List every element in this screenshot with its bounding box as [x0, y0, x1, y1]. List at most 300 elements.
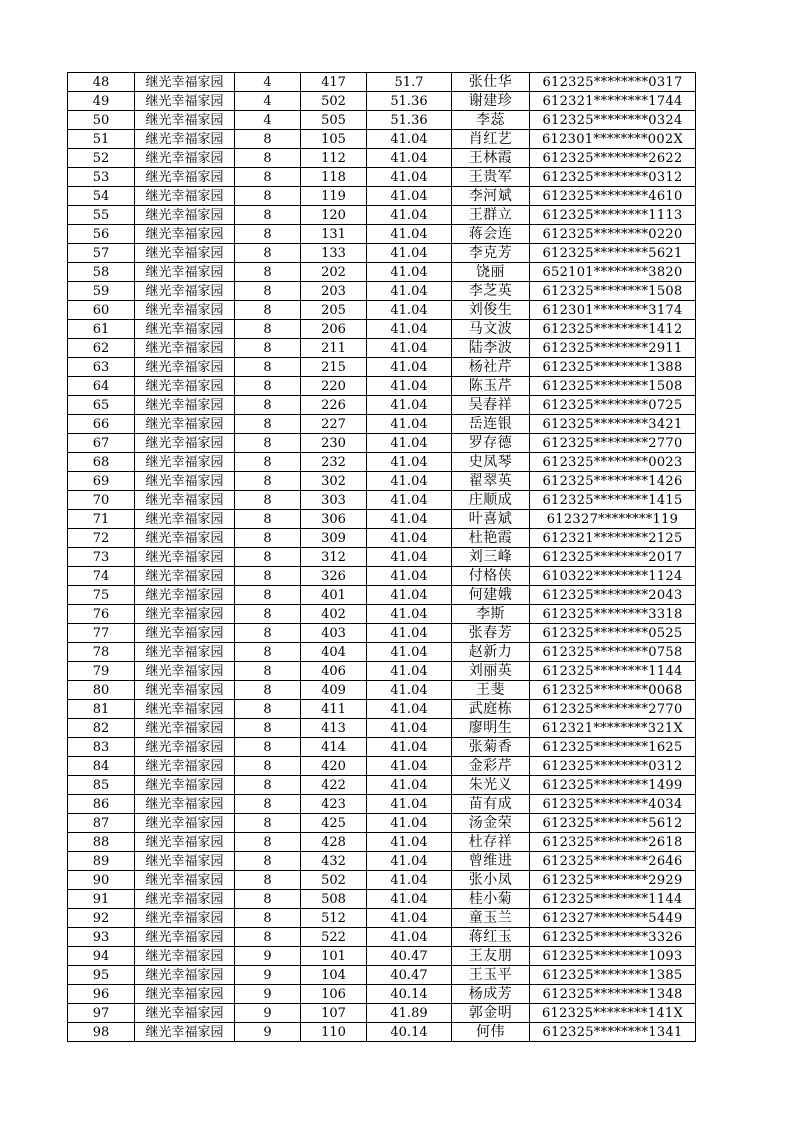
row-number-cell: 95 [68, 966, 135, 985]
area-cell: 41.04 [367, 453, 452, 472]
id-number-cell: 612325********0758 [530, 643, 696, 662]
room-cell: 413 [301, 719, 367, 738]
resident-name-cell: 史凤琴 [452, 453, 530, 472]
room-cell: 522 [301, 928, 367, 947]
community-cell: 继光幸福家园 [135, 605, 235, 624]
area-cell: 41.04 [367, 814, 452, 833]
table-row [68, 605, 696, 624]
resident-name-cell: 金彩芹 [452, 757, 530, 776]
community-cell: 继光幸福家园 [135, 263, 235, 282]
id-number-cell: 652101********3820 [530, 263, 696, 282]
community-cell: 继光幸福家园 [135, 415, 235, 434]
area-cell: 41.04 [367, 206, 452, 225]
id-number-cell: 612325********2043 [530, 586, 696, 605]
row-number-cell: 84 [68, 757, 135, 776]
room-cell: 502 [301, 871, 367, 890]
community-cell: 继光幸福家园 [135, 396, 235, 415]
building-cell: 8 [235, 282, 301, 301]
building-cell: 9 [235, 1023, 301, 1042]
id-number-cell: 612325********2911 [530, 339, 696, 358]
resident-name-cell: 王林霞 [452, 149, 530, 168]
area-cell: 41.04 [367, 928, 452, 947]
resident-name-cell: 岳连银 [452, 415, 530, 434]
id-number-cell: 612325********4034 [530, 795, 696, 814]
area-cell: 41.04 [367, 833, 452, 852]
id-number-cell: 612325********2770 [530, 434, 696, 453]
building-cell: 8 [235, 871, 301, 890]
room-cell: 106 [301, 985, 367, 1004]
row-number-cell: 81 [68, 700, 135, 719]
community-cell: 继光幸福家园 [135, 1004, 235, 1023]
row-number-cell: 92 [68, 909, 135, 928]
area-cell: 41.04 [367, 168, 452, 187]
table-row [68, 738, 696, 757]
row-number-cell: 57 [68, 244, 135, 263]
community-cell: 继光幸福家园 [135, 168, 235, 187]
room-cell: 508 [301, 890, 367, 909]
area-cell: 41.04 [367, 719, 452, 738]
row-number-cell: 85 [68, 776, 135, 795]
resident-name-cell: 张仕华 [452, 73, 530, 92]
row-number-cell: 70 [68, 491, 135, 510]
room-cell: 203 [301, 282, 367, 301]
community-cell: 继光幸福家园 [135, 320, 235, 339]
community-cell: 继光幸福家园 [135, 225, 235, 244]
table-row [68, 130, 696, 149]
table-row [68, 871, 696, 890]
room-cell: 205 [301, 301, 367, 320]
housing-allocation-table [67, 72, 696, 1042]
community-cell: 继光幸福家园 [135, 377, 235, 396]
resident-name-cell: 汤金荣 [452, 814, 530, 833]
building-cell: 4 [235, 111, 301, 130]
resident-name-cell: 李克芳 [452, 244, 530, 263]
community-cell: 继光幸福家园 [135, 757, 235, 776]
community-cell: 继光幸福家园 [135, 358, 235, 377]
community-cell: 继光幸福家园 [135, 985, 235, 1004]
area-cell: 51.7 [367, 73, 452, 92]
id-number-cell: 612325********2646 [530, 852, 696, 871]
id-number-cell: 612325********0023 [530, 453, 696, 472]
community-cell: 继光幸福家园 [135, 491, 235, 510]
table-row [68, 833, 696, 852]
community-cell: 继光幸福家园 [135, 890, 235, 909]
room-cell: 133 [301, 244, 367, 263]
id-number-cell: 612325********4610 [530, 187, 696, 206]
row-number-cell: 65 [68, 396, 135, 415]
id-number-cell: 612325********1426 [530, 472, 696, 491]
community-cell: 继光幸福家园 [135, 966, 235, 985]
building-cell: 8 [235, 548, 301, 567]
building-cell: 8 [235, 681, 301, 700]
building-cell: 9 [235, 947, 301, 966]
table-row [68, 795, 696, 814]
area-cell: 41.04 [367, 130, 452, 149]
community-cell: 继光幸福家园 [135, 662, 235, 681]
community-cell: 继光幸福家园 [135, 339, 235, 358]
row-number-cell: 50 [68, 111, 135, 130]
building-cell: 8 [235, 909, 301, 928]
resident-name-cell: 张春芳 [452, 624, 530, 643]
community-cell: 继光幸福家园 [135, 130, 235, 149]
resident-name-cell: 陆李波 [452, 339, 530, 358]
table-row [68, 225, 696, 244]
id-number-cell: 612321********1744 [530, 92, 696, 111]
building-cell: 8 [235, 890, 301, 909]
room-cell: 120 [301, 206, 367, 225]
community-cell: 继光幸福家园 [135, 871, 235, 890]
room-cell: 411 [301, 700, 367, 719]
building-cell: 8 [235, 130, 301, 149]
room-cell: 107 [301, 1004, 367, 1023]
community-cell: 继光幸福家园 [135, 282, 235, 301]
area-cell: 41.04 [367, 396, 452, 415]
building-cell: 8 [235, 472, 301, 491]
community-cell: 继光幸福家园 [135, 149, 235, 168]
area-cell: 41.04 [367, 624, 452, 643]
row-number-cell: 82 [68, 719, 135, 738]
building-cell: 8 [235, 605, 301, 624]
id-number-cell: 612325********1113 [530, 206, 696, 225]
room-cell: 202 [301, 263, 367, 282]
room-cell: 211 [301, 339, 367, 358]
id-number-cell: 612325********1415 [530, 491, 696, 510]
id-number-cell: 612325********141X [530, 1004, 696, 1023]
resident-name-cell: 苗有成 [452, 795, 530, 814]
table-row [68, 890, 696, 909]
area-cell: 41.04 [367, 244, 452, 263]
resident-name-cell: 庄顺成 [452, 491, 530, 510]
resident-name-cell: 王群立 [452, 206, 530, 225]
resident-name-cell: 李河斌 [452, 187, 530, 206]
area-cell: 41.04 [367, 225, 452, 244]
resident-name-cell: 肖红艺 [452, 130, 530, 149]
row-number-cell: 69 [68, 472, 135, 491]
building-cell: 8 [235, 320, 301, 339]
row-number-cell: 59 [68, 282, 135, 301]
table-row [68, 529, 696, 548]
id-number-cell: 612325********3421 [530, 415, 696, 434]
table-row [68, 168, 696, 187]
resident-name-cell: 刘三峰 [452, 548, 530, 567]
building-cell: 8 [235, 187, 301, 206]
resident-name-cell: 张菊香 [452, 738, 530, 757]
room-cell: 230 [301, 434, 367, 453]
row-number-cell: 55 [68, 206, 135, 225]
building-cell: 8 [235, 529, 301, 548]
resident-name-cell: 谢建珍 [452, 92, 530, 111]
row-number-cell: 90 [68, 871, 135, 890]
community-cell: 继光幸福家园 [135, 434, 235, 453]
area-cell: 41.04 [367, 339, 452, 358]
room-cell: 112 [301, 149, 367, 168]
building-cell: 8 [235, 852, 301, 871]
row-number-cell: 74 [68, 567, 135, 586]
table-row [68, 453, 696, 472]
resident-name-cell: 王玉平 [452, 966, 530, 985]
id-number-cell: 612325********2622 [530, 149, 696, 168]
building-cell: 8 [235, 377, 301, 396]
room-cell: 220 [301, 377, 367, 396]
id-number-cell: 612325********1144 [530, 662, 696, 681]
resident-name-cell: 桂小菊 [452, 890, 530, 909]
table-row [68, 358, 696, 377]
community-cell: 继光幸福家园 [135, 852, 235, 871]
room-cell: 215 [301, 358, 367, 377]
area-cell: 41.04 [367, 871, 452, 890]
resident-name-cell: 何建娥 [452, 586, 530, 605]
resident-name-cell: 杜存祥 [452, 833, 530, 852]
room-cell: 420 [301, 757, 367, 776]
id-number-cell: 612325********1625 [530, 738, 696, 757]
community-cell: 继光幸福家园 [135, 73, 235, 92]
room-cell: 302 [301, 472, 367, 491]
row-number-cell: 78 [68, 643, 135, 662]
area-cell: 41.04 [367, 434, 452, 453]
room-cell: 512 [301, 909, 367, 928]
row-number-cell: 49 [68, 92, 135, 111]
id-number-cell: 612325********0317 [530, 73, 696, 92]
room-cell: 104 [301, 966, 367, 985]
community-cell: 继光幸福家园 [135, 624, 235, 643]
row-number-cell: 51 [68, 130, 135, 149]
resident-name-cell: 廖明生 [452, 719, 530, 738]
resident-name-cell: 叶喜斌 [452, 510, 530, 529]
building-cell: 8 [235, 339, 301, 358]
building-cell: 8 [235, 624, 301, 643]
row-number-cell: 83 [68, 738, 135, 757]
table-row [68, 206, 696, 225]
area-cell: 41.04 [367, 548, 452, 567]
id-number-cell: 612325********0725 [530, 396, 696, 415]
row-number-cell: 79 [68, 662, 135, 681]
community-cell: 继光幸福家园 [135, 947, 235, 966]
community-cell: 继光幸福家园 [135, 567, 235, 586]
community-cell: 继光幸福家园 [135, 738, 235, 757]
id-number-cell: 612325********1341 [530, 1023, 696, 1042]
row-number-cell: 52 [68, 149, 135, 168]
resident-name-cell: 张小凤 [452, 871, 530, 890]
community-cell: 继光幸福家园 [135, 586, 235, 605]
community-cell: 继光幸福家园 [135, 529, 235, 548]
area-cell: 40.47 [367, 947, 452, 966]
row-number-cell: 80 [68, 681, 135, 700]
room-cell: 406 [301, 662, 367, 681]
resident-name-cell: 蒋红玉 [452, 928, 530, 947]
building-cell: 8 [235, 757, 301, 776]
table-row [68, 985, 696, 1004]
table-row [68, 586, 696, 605]
area-cell: 41.04 [367, 415, 452, 434]
id-number-cell: 612325********3318 [530, 605, 696, 624]
resident-name-cell: 王贵军 [452, 168, 530, 187]
room-cell: 105 [301, 130, 367, 149]
building-cell: 8 [235, 795, 301, 814]
table-row [68, 947, 696, 966]
building-cell: 8 [235, 928, 301, 947]
building-cell: 9 [235, 966, 301, 985]
resident-name-cell: 王斐 [452, 681, 530, 700]
building-cell: 8 [235, 396, 301, 415]
table-row [68, 396, 696, 415]
table-row [68, 909, 696, 928]
building-cell: 8 [235, 738, 301, 757]
room-cell: 401 [301, 586, 367, 605]
building-cell: 8 [235, 643, 301, 662]
table-row [68, 567, 696, 586]
id-number-cell: 610322********1124 [530, 567, 696, 586]
id-number-cell: 612325********1385 [530, 966, 696, 985]
table-row [68, 415, 696, 434]
building-cell: 8 [235, 491, 301, 510]
id-number-cell: 612325********1388 [530, 358, 696, 377]
building-cell: 8 [235, 510, 301, 529]
area-cell: 41.89 [367, 1004, 452, 1023]
table-row [68, 643, 696, 662]
community-cell: 继光幸福家园 [135, 92, 235, 111]
community-cell: 继光幸福家园 [135, 1023, 235, 1042]
area-cell: 41.04 [367, 358, 452, 377]
resident-name-cell: 朱光义 [452, 776, 530, 795]
row-number-cell: 54 [68, 187, 135, 206]
id-number-cell: 612325********5621 [530, 244, 696, 263]
community-cell: 继光幸福家园 [135, 814, 235, 833]
area-cell: 41.04 [367, 852, 452, 871]
resident-name-cell: 李斯 [452, 605, 530, 624]
resident-name-cell: 童玉兰 [452, 909, 530, 928]
resident-name-cell: 赵新力 [452, 643, 530, 662]
id-number-cell: 612325********1093 [530, 947, 696, 966]
row-number-cell: 66 [68, 415, 135, 434]
table-row [68, 1004, 696, 1023]
row-number-cell: 67 [68, 434, 135, 453]
table-row [68, 852, 696, 871]
room-cell: 326 [301, 567, 367, 586]
id-number-cell: 612325********2929 [530, 871, 696, 890]
resident-name-cell: 何伟 [452, 1023, 530, 1042]
row-number-cell: 93 [68, 928, 135, 947]
row-number-cell: 64 [68, 377, 135, 396]
community-cell: 继光幸福家园 [135, 244, 235, 263]
resident-name-cell: 杨社芹 [452, 358, 530, 377]
resident-name-cell: 曾维进 [452, 852, 530, 871]
area-cell: 41.04 [367, 738, 452, 757]
resident-name-cell: 刘丽英 [452, 662, 530, 681]
row-number-cell: 77 [68, 624, 135, 643]
row-number-cell: 71 [68, 510, 135, 529]
area-cell: 41.04 [367, 472, 452, 491]
room-cell: 409 [301, 681, 367, 700]
area-cell: 40.14 [367, 1023, 452, 1042]
id-number-cell: 612325********0312 [530, 757, 696, 776]
table-row [68, 491, 696, 510]
id-number-cell: 612325********0220 [530, 225, 696, 244]
table-row [68, 681, 696, 700]
community-cell: 继光幸福家园 [135, 795, 235, 814]
community-cell: 继光幸福家园 [135, 510, 235, 529]
room-cell: 306 [301, 510, 367, 529]
table-row [68, 282, 696, 301]
row-number-cell: 98 [68, 1023, 135, 1042]
resident-name-cell: 马文波 [452, 320, 530, 339]
resident-name-cell: 李蕊 [452, 111, 530, 130]
building-cell: 8 [235, 567, 301, 586]
area-cell: 41.04 [367, 301, 452, 320]
id-number-cell: 612325********0312 [530, 168, 696, 187]
community-cell: 继光幸福家园 [135, 681, 235, 700]
community-cell: 继光幸福家园 [135, 643, 235, 662]
area-cell: 41.04 [367, 491, 452, 510]
building-cell: 8 [235, 434, 301, 453]
table-row [68, 472, 696, 491]
resident-name-cell: 刘俊生 [452, 301, 530, 320]
resident-name-cell: 李芝英 [452, 282, 530, 301]
room-cell: 502 [301, 92, 367, 111]
area-cell: 41.04 [367, 776, 452, 795]
table-row [68, 719, 696, 738]
table-row [68, 1023, 696, 1042]
building-cell: 9 [235, 1004, 301, 1023]
row-number-cell: 61 [68, 320, 135, 339]
community-cell: 继光幸福家园 [135, 719, 235, 738]
table-row [68, 757, 696, 776]
building-cell: 8 [235, 586, 301, 605]
table-row [68, 301, 696, 320]
row-number-cell: 75 [68, 586, 135, 605]
room-cell: 505 [301, 111, 367, 130]
id-number-cell: 612321********2125 [530, 529, 696, 548]
area-cell: 40.47 [367, 966, 452, 985]
table-row [68, 510, 696, 529]
row-number-cell: 53 [68, 168, 135, 187]
id-number-cell: 612301********002X [530, 130, 696, 149]
row-number-cell: 87 [68, 814, 135, 833]
table-row [68, 339, 696, 358]
table-row [68, 776, 696, 795]
row-number-cell: 56 [68, 225, 135, 244]
row-number-cell: 62 [68, 339, 135, 358]
resident-name-cell: 付格侠 [452, 567, 530, 586]
community-cell: 继光幸福家园 [135, 301, 235, 320]
building-cell: 8 [235, 700, 301, 719]
area-cell: 41.04 [367, 643, 452, 662]
room-cell: 226 [301, 396, 367, 415]
resident-name-cell: 王友朋 [452, 947, 530, 966]
room-cell: 119 [301, 187, 367, 206]
building-cell: 4 [235, 92, 301, 111]
row-number-cell: 76 [68, 605, 135, 624]
id-number-cell: 612325********0525 [530, 624, 696, 643]
room-cell: 422 [301, 776, 367, 795]
row-number-cell: 97 [68, 1004, 135, 1023]
id-number-cell: 612325********1499 [530, 776, 696, 795]
resident-name-cell: 吴春祥 [452, 396, 530, 415]
table-row [68, 434, 696, 453]
id-number-cell: 612327********119 [530, 510, 696, 529]
area-cell: 41.04 [367, 890, 452, 909]
room-cell: 131 [301, 225, 367, 244]
area-cell: 41.04 [367, 795, 452, 814]
table-row [68, 111, 696, 130]
table-row [68, 662, 696, 681]
community-cell: 继光幸福家园 [135, 187, 235, 206]
table-row [68, 92, 696, 111]
community-cell: 继光幸福家园 [135, 700, 235, 719]
row-number-cell: 48 [68, 73, 135, 92]
community-cell: 继光幸福家园 [135, 909, 235, 928]
id-number-cell: 612321********321X [530, 719, 696, 738]
table-row [68, 263, 696, 282]
